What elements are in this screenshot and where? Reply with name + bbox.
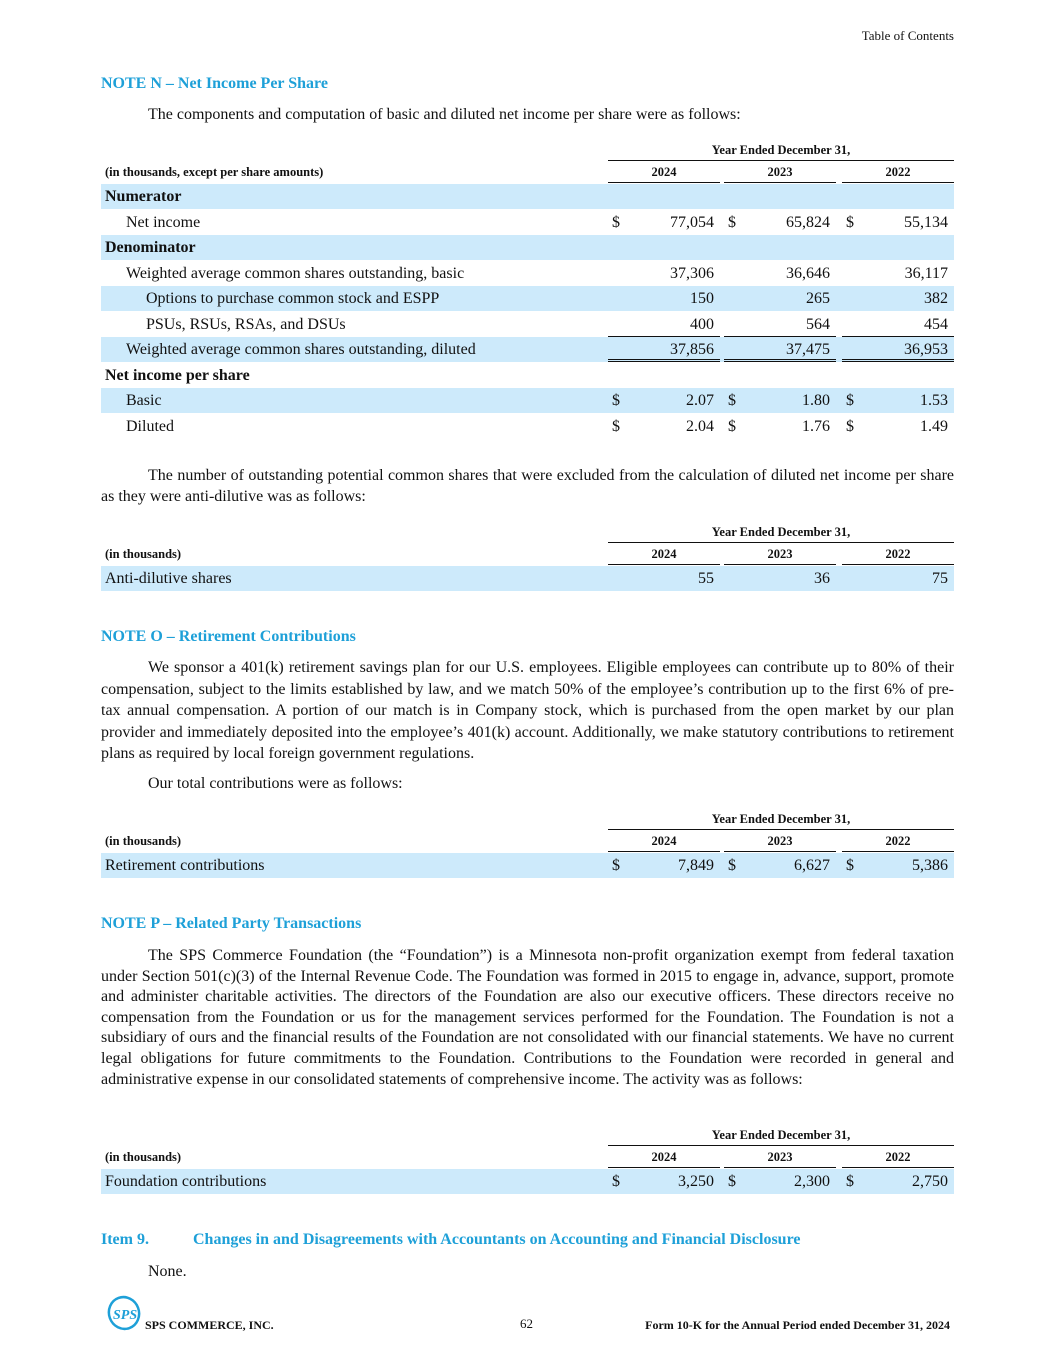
row-label: Net income [126,213,201,231]
row-label: Diluted [126,417,174,435]
year-header: 2023 [724,1150,836,1168]
period-header: Year Ended December 31, [608,525,954,543]
year-header: 2024 [608,1150,720,1168]
value-cell [724,566,836,591]
row-label: Anti-dilutive shares [105,570,232,587]
value-cell [724,388,836,413]
cell-value: 5,386 [912,857,948,874]
value-cell [608,261,720,286]
unit-label: (in thousands, except per share amounts) [105,165,324,179]
year-header: 2022 [842,547,954,565]
dollar-sign: $ [612,857,620,874]
column-header-row [101,834,954,850]
period-header: Year Ended December 31, [608,812,954,830]
footer-page-number: 62 [520,1316,533,1331]
svg-text:SPS: SPS [113,1308,138,1323]
value-cell [842,261,954,286]
note-n-heading: NOTE N – Net Income Per Share [101,75,328,92]
table-row [101,853,954,878]
cell-value: 400 [690,315,714,333]
cell-value: 382 [924,290,948,307]
table-row [101,286,954,311]
cell-value: 2.04 [686,417,714,435]
section-label: Net income per share [105,366,250,384]
value-cell [842,566,954,591]
table-row [101,235,954,260]
value-cell [608,337,720,362]
net-income-per-share-table [101,143,954,443]
value-cell [842,286,954,311]
unit-label: (in thousands) [105,1150,182,1164]
cell-value: 150 [690,290,714,307]
row-label: Options to purchase common stock and ESPP [146,290,440,307]
column-header-row [101,1150,954,1166]
table-of-contents-link[interactable]: Table of Contents [861,28,954,43]
row-label: Weighted average common shares outstanding, basic [126,264,465,282]
dollar-sign: $ [612,213,620,231]
value-cell [842,853,954,878]
table-row [101,312,954,337]
cell-value: 1.53 [920,392,948,409]
unit-label: (in thousands) [105,547,182,561]
dollar-sign: $ [612,392,620,409]
cell-value: 36,117 [904,264,948,282]
value-cell [724,312,836,337]
note-p-para: The SPS Commerce Foundation (the “Foundation”) is a Minnesota non-profit organization exempt from federal taxation under Section 501(c)(3) of the Internal Revenue Code. The Foundation was formed in 2015 to engage in, advance, support, promote and administer charitable activities. The directors of the Foundation are also our executive officers. These directors receive no compensation from the Foundation or us for the management services performed for the Foundation. The Foundation is not a subsidiary of ours and the financial results of the Foundation are not consolidated with our financial statements. We have no current legal obligations for future commitments to the Foundation. Contributions to the Foundation were recorded in general and administrative expense in our consolidated statements of comprehensive income. The activity was as follows: [101,947,954,1088]
value-cell [608,414,720,439]
cell-value: 77,054 [670,213,714,231]
value-cell [842,210,954,235]
cell-value: 1.76 [802,417,830,435]
dollar-sign: $ [846,392,854,409]
year-header: 2023 [724,834,836,852]
cell-value: 36 [814,570,830,587]
cell-value: 2.07 [686,392,714,409]
dollar-sign: $ [846,213,854,231]
note-n-para2: The number of outstanding potential common shares that were excluded from the calculation of diluted net income per share as they were anti-dilutive was as follows: [101,467,954,505]
value-cell [724,286,836,311]
item9-title: Changes in and Disagreements with Accountants on Accounting and Financial Disclosure [193,1231,801,1248]
item9-body: None. [148,1263,187,1280]
year-header: 2022 [842,834,954,852]
cell-value: 37,475 [786,341,830,358]
retirement-table [101,812,954,882]
row-label: Foundation contributions [105,1173,267,1190]
value-cell [608,210,720,235]
cell-value: 37,856 [670,341,714,358]
column-header-row [101,165,954,181]
value-cell [608,388,720,413]
column-header-row [101,547,954,563]
value-cell [608,312,720,337]
value-cell [724,853,836,878]
period-header: Year Ended December 31, [608,143,954,161]
table-row [101,388,954,413]
cell-value: 564 [806,315,830,333]
dollar-sign: $ [728,1173,736,1190]
sps-logo [105,1295,143,1336]
value-cell [608,1169,720,1194]
cell-value: 55,134 [904,213,948,231]
row-label: Basic [126,392,162,409]
cell-value: 55 [698,570,714,587]
cell-value: 1.49 [920,417,948,435]
section-label: Denominator [105,239,196,256]
table-row [101,184,954,209]
unit-label: (in thousands) [105,834,182,848]
cell-value: 37,306 [670,264,714,282]
year-header: 2024 [608,165,720,183]
table-row [101,210,954,235]
value-cell [608,566,720,591]
cell-value: 2,300 [794,1173,830,1190]
dollar-sign: $ [728,417,736,435]
note-p-heading: NOTE P – Related Party Transactions [101,915,362,932]
cell-value: 454 [924,315,948,333]
cell-value: 6,627 [794,857,830,874]
row-label: Weighted average common shares outstanding, diluted [126,341,476,358]
table-row [101,1169,954,1194]
footer-company: SPS COMMERCE, INC. [145,1318,274,1332]
value-cell [842,337,954,362]
row-label: PSUs, RSUs, RSAs, and DSUs [146,315,346,333]
value-cell [842,388,954,413]
table-row [101,414,954,439]
cell-value: 36,953 [904,341,948,358]
cell-value: 1.80 [802,392,830,409]
cell-value: 3,250 [678,1173,714,1190]
value-cell [608,853,720,878]
value-cell [724,1169,836,1194]
year-header: 2022 [842,1150,954,1168]
section-label: Numerator [105,188,182,205]
cell-value: 75 [932,570,948,587]
dollar-sign: $ [612,417,620,435]
cell-value: 65,824 [786,213,830,231]
dollar-sign: $ [612,1173,620,1190]
footer-form: Form 10-K for the Annual Period ended December 31, 2024 [645,1318,950,1332]
value-cell [724,337,836,362]
dollar-sign: $ [728,213,736,231]
item9-number: Item 9. [101,1231,149,1248]
table-row [101,566,954,591]
table-row [101,261,954,286]
anti-dilutive-table [101,525,954,595]
note-o-para: We sponsor a 401(k) retirement savings plan for our U.S. employees. Eligible employees can contribute up to 80% of their compensation, subject to the limits established by law, and we match 50% of the employee’s contribution up to the first 6% of pre-tax annual compensation. A portion of our match is in Company stock, which is purchased from the open market by our plan provider and immediately deposited into the employee’s 401(k) account. Additionally, we make statutory contributions to retirement plans as required by local foreign government regulations. [101,659,954,763]
table-row [101,363,954,388]
dollar-sign: $ [846,417,854,435]
value-cell [724,261,836,286]
period-header: Year Ended December 31, [608,1128,954,1146]
dollar-sign: $ [728,392,736,409]
dollar-sign: $ [728,857,736,874]
value-cell [842,312,954,337]
cell-value: 2,750 [912,1173,948,1190]
value-cell [842,1169,954,1194]
value-cell [724,414,836,439]
year-header: 2023 [724,547,836,565]
cell-value: 7,849 [678,857,714,874]
year-header: 2023 [724,165,836,183]
note-o-para2: Our total contributions were as follows: [148,775,403,792]
dollar-sign: $ [846,857,854,874]
value-cell [608,286,720,311]
cell-value: 36,646 [786,264,830,282]
dollar-sign: $ [846,1173,854,1190]
foundation-table [101,1128,954,1198]
year-header: 2024 [608,547,720,565]
value-cell [724,210,836,235]
note-n-intro: The components and computation of basic and diluted net income per share were as follows: [148,106,741,123]
note-o-heading: NOTE O – Retirement Contributions [101,628,356,645]
cell-value: 265 [806,290,830,307]
row-label: Retirement contributions [105,857,265,874]
year-header: 2024 [608,834,720,852]
value-cell [842,414,954,439]
table-row [101,337,954,362]
year-header: 2022 [842,165,954,183]
